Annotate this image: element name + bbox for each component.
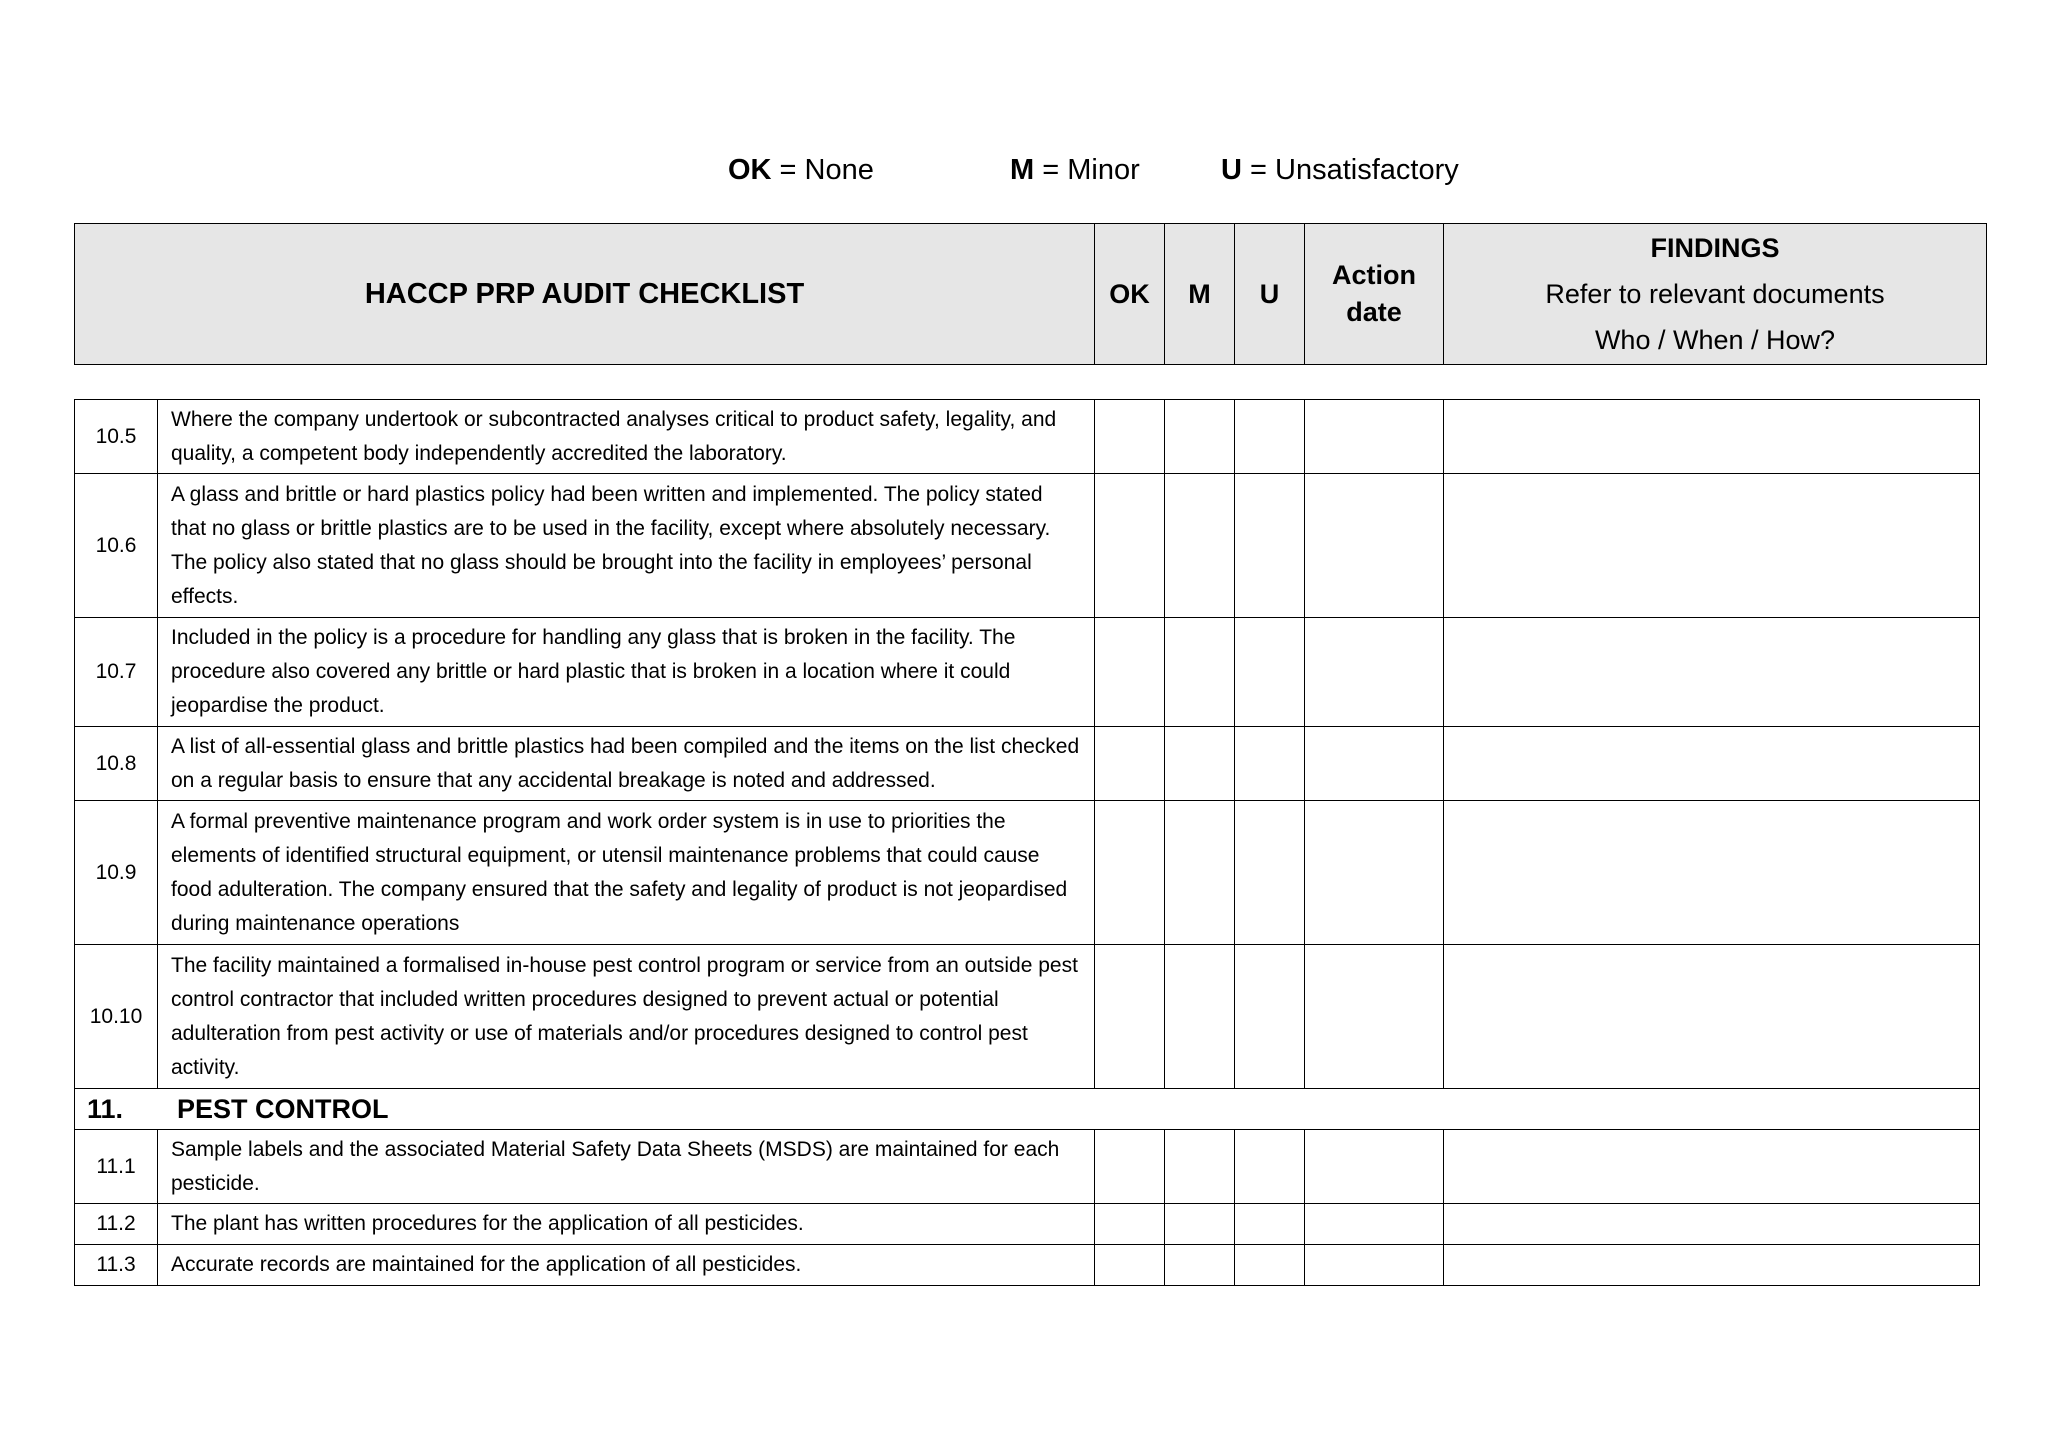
table-row [75,1204,1980,1245]
checklist-title: HACCP PRP AUDIT CHECKLIST [75,224,1095,365]
minor-cell[interactable] [1165,474,1235,618]
checklist-table [74,399,1980,1286]
findings-cell[interactable] [1444,727,1980,801]
legend-unsatisfactory: U = Unsatisfactory [1221,154,1459,186]
unsatisfactory-cell[interactable] [1235,618,1305,727]
findings-cell[interactable] [1444,1130,1980,1204]
item-description: Sample labels and the associated Material Safety Data Sheets (MSDS) are maintained for each pesticide. [158,1130,1095,1204]
item-description: The facility maintained a formalised in-house pest control program or service from an outside pest control contractor that included written procedures designed to prevent actual or potential adulteration from pest activity or use of materials and/or procedures designed to control pest activity. [158,945,1095,1089]
table-row [75,801,1980,945]
ok-cell[interactable] [1095,474,1165,618]
unsatisfactory-cell[interactable] [1235,945,1305,1089]
action-date-cell[interactable] [1305,1204,1444,1245]
item-number: 10.5 [75,400,158,474]
ok-cell[interactable] [1095,1204,1165,1245]
unsatisfactory-cell[interactable] [1235,474,1305,618]
table-row [75,945,1980,1089]
table-row [75,474,1980,618]
unsatisfactory-cell[interactable] [1235,801,1305,945]
section-number: 11. [87,1094,124,1124]
legend-ok: OK = None [728,154,874,186]
table-row [75,400,1980,474]
table-row [75,727,1980,801]
item-number: 10.6 [75,474,158,618]
unsatisfactory-cell[interactable] [1235,400,1305,474]
findings-cell[interactable] [1444,1204,1980,1245]
table-row [75,1245,1980,1286]
section-heading [75,1089,1980,1130]
minor-cell[interactable] [1165,1130,1235,1204]
unsatisfactory-cell[interactable] [1235,727,1305,801]
item-number: 10.10 [75,945,158,1089]
ok-cell[interactable] [1095,1245,1165,1286]
findings-cell[interactable] [1444,1245,1980,1286]
ok-cell[interactable] [1095,945,1165,1089]
col-action-date-header: Action date [1305,224,1444,365]
minor-cell[interactable] [1165,727,1235,801]
action-date-cell[interactable] [1305,1130,1444,1204]
findings-cell[interactable] [1444,400,1980,474]
table-row [75,618,1980,727]
minor-cell[interactable] [1165,945,1235,1089]
item-number: 11.2 [75,1204,158,1245]
section-header-row [75,1089,1980,1130]
minor-cell[interactable] [1165,801,1235,945]
col-u-header: U [1235,224,1305,365]
ok-cell[interactable] [1095,727,1165,801]
col-ok-header: OK [1095,224,1165,365]
minor-cell[interactable] [1165,400,1235,474]
minor-cell[interactable] [1165,618,1235,727]
minor-cell[interactable] [1165,1245,1235,1286]
item-description: The plant has written procedures for the application of all pesticides. [158,1204,1095,1245]
item-description: Where the company undertook or subcontracted analyses critical to product safety, legality, and quality, a competent body independently accredited the laboratory. [158,400,1095,474]
unsatisfactory-cell[interactable] [1235,1204,1305,1245]
action-date-cell[interactable] [1305,945,1444,1089]
findings-cell[interactable] [1444,945,1980,1089]
ok-cell[interactable] [1095,1130,1165,1204]
item-number: 11.1 [75,1130,158,1204]
minor-cell[interactable] [1165,1204,1235,1245]
action-date-cell[interactable] [1305,400,1444,474]
findings-cell[interactable] [1444,618,1980,727]
item-description: A formal preventive maintenance program and work order system is in use to priorities the elements of identified structural equipment, or utensil maintenance problems that could cause food adulteration. The company ensured that the safety and legality of product is not jeopardised during maintenance operations [158,801,1095,945]
item-number: 11.3 [75,1245,158,1286]
unsatisfactory-cell[interactable] [1235,1245,1305,1286]
ok-cell[interactable] [1095,618,1165,727]
item-description: Included in the policy is a procedure for handling any glass that is broken in the facility. The procedure also covered any brittle or hard plastic that is broken in a location where it could jeopardise the product. [158,618,1095,727]
checklist-header-table [74,223,1987,365]
findings-cell[interactable] [1444,801,1980,945]
section-title: PEST CONTROL [177,1094,389,1124]
action-date-cell[interactable] [1305,1245,1444,1286]
table-row [75,1130,1980,1204]
rating-legend [0,154,2048,194]
action-date-cell[interactable] [1305,618,1444,727]
ok-cell[interactable] [1095,801,1165,945]
findings-cell[interactable] [1444,474,1980,618]
item-description: A glass and brittle or hard plastics policy had been written and implemented. The policy stated that no glass or brittle plastics are to be used in the facility, except where absolutely necessary. The policy also stated that no glass should be brought into the facility in employees’ personal effects. [158,474,1095,618]
item-number: 10.9 [75,801,158,945]
ok-cell[interactable] [1095,400,1165,474]
action-date-cell[interactable] [1305,727,1444,801]
action-date-cell[interactable] [1305,474,1444,618]
item-description: Accurate records are maintained for the application of all pesticides. [158,1245,1095,1286]
unsatisfactory-cell[interactable] [1235,1130,1305,1204]
action-date-cell[interactable] [1305,801,1444,945]
col-m-header: M [1165,224,1235,365]
item-description: A list of all-essential glass and brittle plastics had been compiled and the items on the list checked on a regular basis to ensure that any accidental breakage is noted and addressed. [158,727,1095,801]
col-findings-header: FINDINGS Refer to relevant documents Who / When / How? [1444,224,1987,365]
item-number: 10.8 [75,727,158,801]
item-number: 10.7 [75,618,158,727]
legend-minor: M = Minor [1010,154,1140,186]
